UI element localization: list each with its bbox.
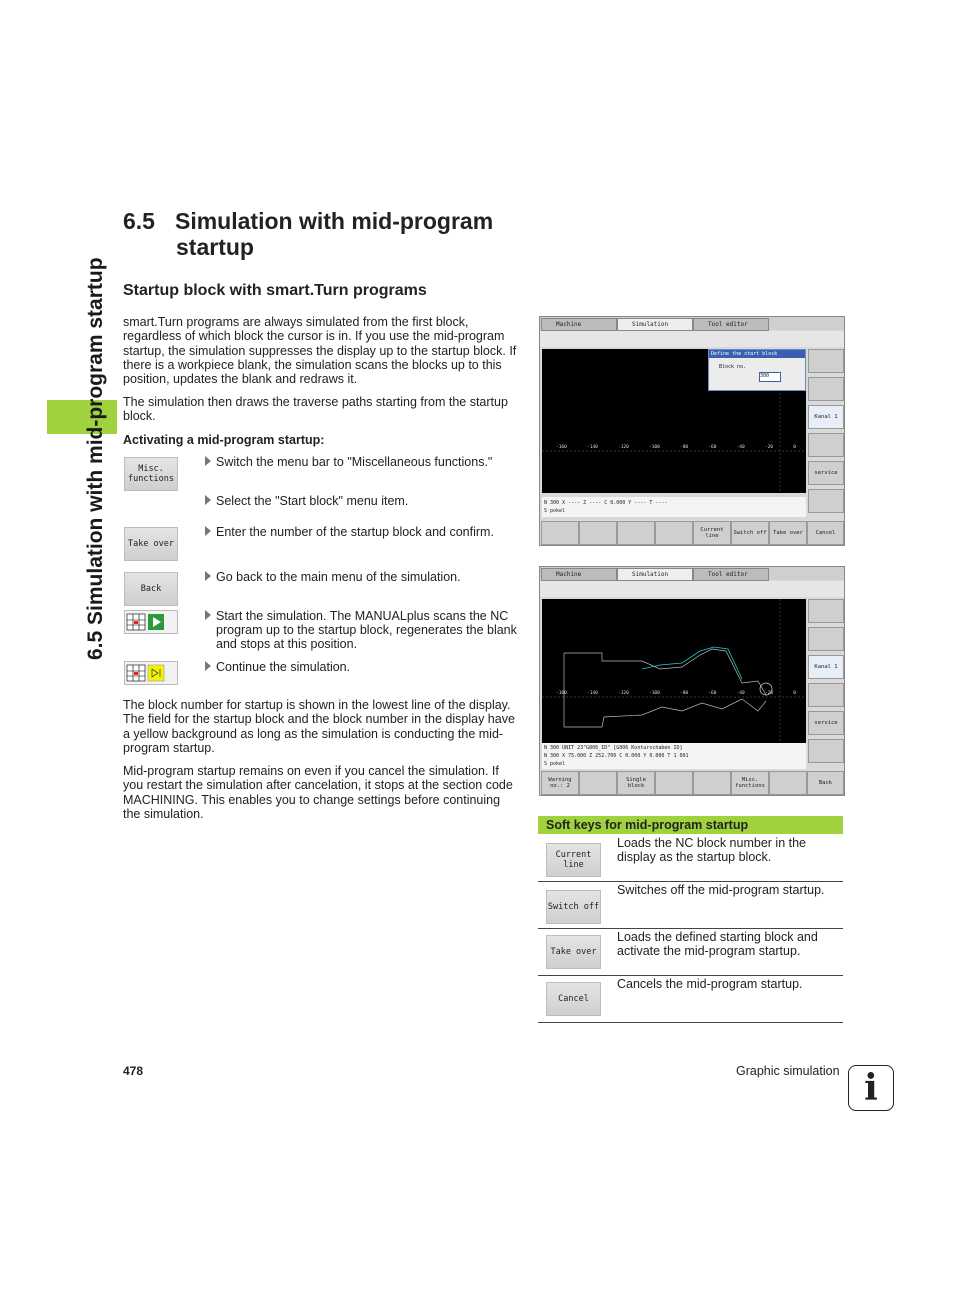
start-simulation-softkey[interactable] bbox=[124, 610, 178, 634]
right-softkey[interactable] bbox=[808, 683, 844, 707]
cancel-softkey[interactable]: Cancel bbox=[546, 982, 601, 1016]
right-softkey[interactable] bbox=[808, 349, 844, 373]
paragraph: Mid-program startup remains on even if you cancel the simulation. If you restart the simulation after cancelation, it stops at the section code MACHINING. This enables you to change settings before continuing the simulation. bbox=[123, 764, 513, 821]
table-row bbox=[538, 975, 843, 1023]
step-2: Select the "Start block" menu item. bbox=[205, 494, 521, 508]
kanal-softkey[interactable]: Kanal 1 bbox=[808, 405, 844, 429]
section-number: 6.5 bbox=[123, 208, 155, 234]
start-block-dialog: Define the start block Block no. 300 bbox=[708, 349, 806, 391]
bottom-softkey[interactable] bbox=[655, 771, 693, 795]
arrow-icon bbox=[205, 526, 211, 536]
tab-machine[interactable]: Machine bbox=[541, 568, 617, 581]
softkey-table-header: Soft keys for mid-program startup bbox=[538, 816, 843, 834]
misc-functions-softkey[interactable]: Misc. functions bbox=[731, 771, 769, 795]
activating-heading: Activating a mid-program startup: bbox=[123, 433, 325, 447]
current-line-softkey[interactable]: Current line bbox=[693, 521, 731, 545]
continue-simulation-softkey[interactable] bbox=[124, 661, 178, 685]
cancel-softkey[interactable]: Cancel bbox=[807, 521, 844, 545]
back-softkey[interactable]: Back bbox=[124, 572, 178, 606]
take-over-softkey[interactable]: Take over bbox=[769, 521, 807, 545]
page-number: 478 bbox=[123, 1064, 144, 1078]
step-5: Start the simulation. The MANUALplus scans the NC program up to the startup block, regenerates the blank and stops at this position. bbox=[205, 609, 521, 651]
step-1: Switch the menu bar to "Miscellaneous functions." bbox=[205, 455, 521, 469]
tab-simulation[interactable]: Simulation bbox=[617, 568, 693, 581]
arrow-icon bbox=[205, 610, 211, 620]
tab-simulation[interactable]: Simulation bbox=[617, 318, 693, 331]
paragraph: smart.Turn programs are always simulated from the first block, regardless of which block the cursor is in. If you use the mid-program startup, the simulation suppresses the display up to the startup block. If there is a workpiece blank, the simulation scans the blocks up to this position, updates the blank and redraws it. bbox=[123, 315, 517, 387]
switch-off-softkey[interactable]: Switch off bbox=[731, 521, 769, 545]
subheading: Startup block with smart.Turn programs bbox=[123, 282, 427, 299]
status-bar: N 300 X ---- Z ---- C 0.000 Y ---- T ---- S pokel bbox=[542, 497, 806, 517]
right-softkey[interactable] bbox=[808, 599, 844, 623]
service-softkey[interactable]: service bbox=[808, 461, 844, 485]
bottom-softkey[interactable] bbox=[617, 521, 655, 545]
current-line-softkey[interactable]: Current line bbox=[546, 843, 601, 877]
table-row bbox=[538, 928, 843, 976]
row-description: Loads the defined starting block and activate the mid-program startup. bbox=[617, 930, 818, 959]
paragraph: The block number for startup is shown in the lowest line of the display. The field for the startup block and the block number in the display have a yellow background as long as the simulation is conducting the mid-program startup. bbox=[123, 698, 515, 755]
right-softkey[interactable] bbox=[808, 627, 844, 651]
tab-machine[interactable]: Machine bbox=[541, 318, 617, 331]
footer-section: Graphic simulation bbox=[736, 1064, 840, 1078]
back-softkey[interactable]: Back bbox=[807, 771, 844, 795]
bottom-softkey[interactable] bbox=[541, 521, 579, 545]
graphics-window: -160 -140 -120 -100 -80 -60 -40 -20 0 bbox=[542, 599, 806, 743]
tab-tool-editor[interactable]: Tool editor bbox=[693, 568, 769, 581]
kanal-softkey[interactable]: Kanal 1 bbox=[808, 655, 844, 679]
arrow-icon bbox=[205, 661, 211, 671]
menu-bar[interactable] bbox=[540, 331, 844, 347]
simulation-screenshot-running bbox=[539, 566, 845, 796]
section-heading bbox=[123, 208, 493, 260]
section-title-line1: Simulation with mid-program bbox=[175, 208, 494, 234]
take-over-softkey[interactable]: Take over bbox=[124, 527, 178, 561]
row-description: Cancels the mid-program startup. bbox=[617, 977, 803, 991]
table-row bbox=[538, 834, 843, 882]
block-number-input[interactable]: 300 bbox=[759, 372, 781, 382]
bottom-softkey[interactable] bbox=[693, 771, 731, 795]
arrow-icon bbox=[205, 495, 211, 505]
tab-tool-editor[interactable]: Tool editor bbox=[693, 318, 769, 331]
take-over-softkey[interactable]: Take over bbox=[546, 935, 601, 969]
arrow-icon bbox=[205, 456, 211, 466]
sidebar-title: 6.5 Simulation with mid-program startup bbox=[84, 257, 107, 660]
simulation-plot bbox=[542, 599, 806, 743]
bottom-softkey[interactable] bbox=[655, 521, 693, 545]
bottom-softkey[interactable] bbox=[769, 771, 807, 795]
service-softkey[interactable]: service bbox=[808, 711, 844, 735]
play-icon bbox=[125, 611, 177, 633]
arrow-icon bbox=[205, 571, 211, 581]
right-softkey[interactable] bbox=[808, 489, 844, 513]
graphics-window: -160 -140 -120 -100 -80 -60 -40 -20 0 bbox=[542, 349, 806, 493]
row-description: Switches off the mid-program startup. bbox=[617, 883, 825, 897]
misc-functions-softkey[interactable]: Misc. functions bbox=[124, 457, 178, 491]
single-block-softkey[interactable]: Single block bbox=[617, 771, 655, 795]
warning-softkey[interactable]: Warning no.: 2 bbox=[541, 771, 579, 795]
right-softkey[interactable] bbox=[808, 739, 844, 763]
table-row bbox=[538, 881, 843, 929]
info-icon: i bbox=[848, 1065, 894, 1111]
simulation-screenshot-start-block bbox=[539, 316, 845, 546]
status-bar: N 300 UNIT 23"G806_ID" [G806 Konturschaben ID] N 300 X 75.000 Z 252.700 C 0.000 Y 0.000 T 1 001 S pokel bbox=[542, 743, 806, 769]
step-4: Go back to the main menu of the simulation. bbox=[205, 570, 521, 584]
bottom-softkey[interactable] bbox=[579, 521, 617, 545]
step-3: Enter the number of the startup block and confirm. bbox=[205, 525, 521, 539]
row-description: Loads the NC block number in the display as the startup block. bbox=[617, 836, 806, 865]
paragraph: The simulation then draws the traverse paths starting from the startup block. bbox=[123, 395, 508, 424]
menu-bar[interactable] bbox=[540, 581, 844, 597]
continue-icon bbox=[125, 662, 177, 684]
step-6: Continue the simulation. bbox=[205, 660, 521, 674]
switch-off-softkey[interactable]: Switch off bbox=[546, 890, 601, 924]
bottom-softkey[interactable] bbox=[579, 771, 617, 795]
section-title-line2: startup bbox=[176, 234, 254, 260]
right-softkey[interactable] bbox=[808, 433, 844, 457]
right-softkey[interactable] bbox=[808, 377, 844, 401]
